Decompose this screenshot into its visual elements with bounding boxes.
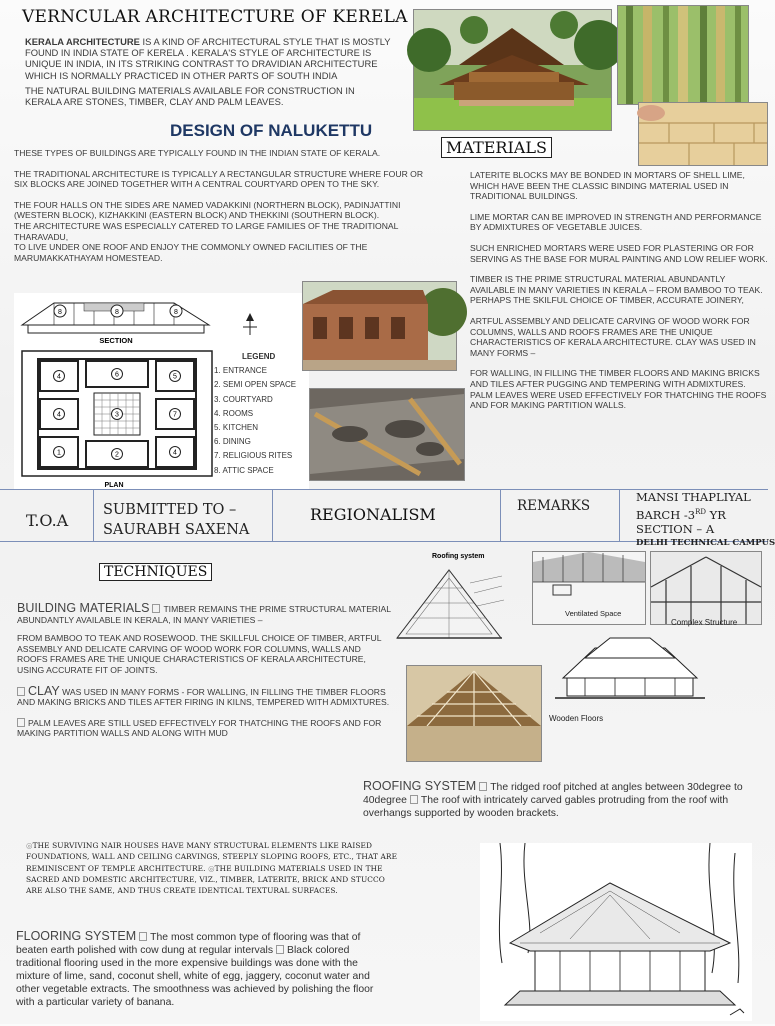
nalukettu-para: THESE TYPES OF BUILDINGS ARE TYPICALLY FOUND IN THE INDIAN STATE OF KERALA.	[14, 148, 381, 158]
materials-para: FOR WALLING, IN FILLING THE TIMBER FLOORS AND MAKING BRICKS AND TILES AFTER PUGGING AND TEMPERING WITH ADMIXTURES. PALM LEAVES WERE USED EFFECTIVELY FOR THATCHING THE ROOFS AND FOR MAKING PARTITION WALLS.	[470, 368, 767, 411]
titleblock-divider	[500, 489, 501, 542]
techniques-heading: TECHNIQUES	[99, 563, 212, 581]
roofing-diagram-title: Roofing system	[432, 553, 485, 560]
north-arrow-icon	[243, 313, 257, 335]
campus-name: DELHI TECHNICAL CAMPUS	[636, 538, 775, 549]
legend-item: 8. ATTIC SPACE	[214, 465, 274, 475]
wooden-floors-label: Wooden Floors	[549, 714, 604, 723]
materials-para: LIME MORTAR CAN BE IMPROVED IN STRENGTH AND PERFORMANCE BY ADMIXTURES OF VEGETABLE JUICES.	[470, 211, 762, 233]
submitted-line: SUBMITTED TO –	[103, 502, 237, 518]
bullet-icon: ◎	[26, 841, 33, 850]
section-number: 8	[58, 309, 62, 316]
roofing-system-heading: ROOFING SYSTEM	[363, 779, 477, 793]
submitted-name: SAURABH SAXENA	[103, 522, 250, 538]
foundation-photo	[309, 388, 465, 481]
clay-text: WAS USED IN MANY FORMS - FOR WALLING, IN FILLING THE TIMBER FLOORS AND MAKING BRICKS AND TILES AFTER FIRING IN KILNS, TEMPERED WITH ADMIXTURES.	[17, 686, 390, 708]
materials-intro: THE NATURAL BUILDING MATERIALS AVAILABLE FOR CONSTRUCTION IN KERALA ARE STONES, TIMBER, CLAY AND PALM LEAVES.	[25, 85, 355, 108]
nalukettu-heading: DESIGN OF NALUKETTU	[170, 121, 373, 140]
room-number: 1	[57, 449, 61, 457]
materials-heading: MATERIALS	[441, 137, 552, 158]
intro-text: IS A KIND OF ARCHITECTURAL STYLE THAT IS MOSTLY FOUND IN INDIA STATE OF KERELA . KERALA'S STYLE OF ARCHITECTURE IS UNIQUE IN INDIA, IN ITS STRIKING CONTRAST TO DRAVIDIAN ARCHITECTURE WHICH IS NORMALLY PRACTICED IN OTHER PARTS OF SOUTH INDIA	[25, 36, 391, 81]
remarks-label: REMARKS	[517, 498, 591, 514]
topic-label: REGIONALISM	[310, 505, 436, 524]
clay-para	[17, 683, 393, 708]
bullet-icon	[139, 932, 147, 941]
materials-para: TIMBER IS THE PRIME STRUCTURAL MATERIAL ABUNDANTLY AVAILABLE IN MANY VARIETIES IN KERALA – FROM BAMBOO TO TEAK. PERHAPS THE SKILFUL CHOICE OF TIMBER, ACCURATE JOINERY,	[470, 274, 763, 306]
nalukettu-para: THE ARCHITECTURE WAS ESPECIALLY CATERED TO LARGE FAMILIES OF THE TRADITIONAL THARAVADU,	[14, 220, 399, 242]
room-number: 5	[173, 373, 177, 381]
legend-item: 6. DINING	[214, 437, 251, 447]
room-number: 6	[115, 371, 119, 379]
roofing-diagram	[392, 548, 529, 648]
ventilated-space-label: Ventilated Space	[565, 609, 622, 618]
section-label: SECTION	[99, 336, 133, 345]
materials-para: LATERITE BLOCKS MAY BE BONDED IN MORTARS OF SHELL LIME, WHICH HAVE BEEN THE CLASSIC BINDING MATERIAL USED IN TRADITIONAL BUILDINGS.	[470, 170, 745, 202]
plan-legend	[214, 350, 296, 478]
bullet-icon	[410, 795, 418, 804]
flooring-system-para	[16, 930, 384, 1009]
materials-para: SUCH ENRICHED MORTARS WERE USED FOR PLASTERING OR FOR SERVING AS THE BASE FOR MURAL PAINTING AND LOW RELIEF WORK.	[470, 242, 768, 264]
complex-structure-label: Complex Structure	[671, 618, 738, 627]
toa-label: T.O.A	[26, 511, 69, 530]
student-section: SECTION – A	[636, 521, 715, 536]
room-number: 7	[173, 411, 177, 419]
titleblock-divider	[93, 489, 94, 542]
roofing-text-2: The roof with intricately carved gables protruding from the roof with overhangs supported by wooden brackets.	[363, 795, 729, 819]
roofing-text-1: The ridged roof pitched at angles between 30degree to 40degree	[363, 782, 743, 806]
building-materials-label: BUILDING MATERIALS	[17, 601, 150, 615]
materials-para: ARTFUL ASSEMBLY AND DELICATE CARVING OF WOOD WORK FOR COLUMNS, WALLS AND ROOFS FRAMES ARE THE UNIQUE CHARACTERISTICS OF KERALA ARCHITECTURE. CLAY WAS USED IN MANY FORMS –	[470, 315, 756, 358]
section-number: 8	[174, 309, 178, 316]
roofing-system-para	[363, 780, 763, 820]
nalukettu-drawing	[14, 293, 309, 490]
room-number: 4	[173, 449, 177, 457]
flooring-text-2: Black colored traditional flooring used in the more expensive buildings was done with the mixture of lime, sand, coconut shell, white of egg, jaggery, coconut water and other vegetable extracts. The smoothness was achieved by polishing the floor with a particular variety of banana.	[16, 945, 374, 1008]
building-materials-text: TIMBER REMAINS THE PRIME STRUCTURAL MATERIAL ABUNDANTLY AVAILABLE IN KERALA, IN MANY VARIETIES –	[17, 604, 391, 625]
bamboo-photo	[617, 5, 749, 105]
palm-para	[17, 718, 393, 739]
laterite-brick-photo	[638, 102, 768, 166]
nair-houses-text: THE SURVIVING NAIR HOUSES HAVE MANY STRUCTURAL ELEMENTS LIKE RAISED FOUNDATIONS, WALL AND CEILING CARVINGS, STEEPLY SLOPING ROOFS, ETC., THAT ARE REMINISCENT OF TEMPLE ARCHITECTURE.	[26, 841, 398, 873]
nalukettu-para: THE FOUR HALLS ON THE SIDES ARE NAMED VADAKKINI (NORTHERN BLOCK), PADINJATTINI (WESTERN BLOCK), KIZHAKKINI (EASTERN BLOCK) AND THEKKINI (SOUTHERN BLOCK).	[14, 199, 401, 221]
nair-houses-text-2: THE BUILDING MATERIALS USED IN THE SACRED AND DOMESTIC ARCHITECTURE, VIZ., TIMBER, LATERITE, BRICK AND STUCCO ARE ALSO THE SAME, AND THUS CREATE IDENTICAL TEXTURAL SURFACES.	[26, 863, 385, 896]
nalukettu-text	[14, 148, 424, 263]
legend-item: 7. RELIGIOUS RITES	[214, 451, 293, 461]
room-number: 4	[57, 411, 61, 419]
student-info	[636, 490, 775, 551]
building-materials-para-2: FROM BAMBOO TO TEAK AND ROSEWOOD. THE SKILLFUL CHOICE OF TIMBER, ARTFUL ASSEMBLY AND DELICATE CARVING OF WOOD WORK FOR COLUMNS, WALLS AND ROOFS FRAMES ARE THE UNIQUE CHARACTERISTICS OF KERALA ARCHITECTURE, USING ACCURATE FIT OF JOINTS.	[17, 633, 382, 675]
nalukettu-para: TO LIVE UNDER ONE ROOF AND ENJOY THE COMMONLY OWNED FACILITIES OF THE MARUMAKKATHAYAM HOMESTEAD.	[14, 242, 368, 263]
complex-structure-sketch	[650, 551, 762, 625]
section-number: 8	[115, 309, 119, 316]
wooden-floor-section	[549, 628, 705, 728]
flooring-text-1: The most common type of flooring was that of beaten earth polished with cow dung at regular intervals	[16, 932, 361, 956]
student-name: MANSI THAPLIYAL	[636, 490, 751, 504]
room-number: 4	[57, 373, 61, 381]
legend-title: LEGEND	[242, 352, 276, 361]
construction-photo	[302, 281, 457, 371]
room-number: 3	[115, 411, 119, 419]
kerala-house-photo	[413, 9, 612, 131]
roof-interior-photo	[406, 665, 542, 762]
palm-text: PALM LEAVES ARE STILL USED EFFECTIVELY FOR THATCHING THE ROOFS AND FOR MAKING PARTITION WALLS AND ALONG WITH MUD	[17, 717, 382, 739]
bullet-icon	[276, 945, 284, 954]
titleblock-divider	[272, 489, 273, 542]
ventilated-space-sketch	[532, 551, 646, 625]
legend-item: 1. ENTRANCE	[214, 366, 267, 376]
bullet-icon	[17, 687, 25, 696]
legend-item: 4. ROOMS	[214, 408, 254, 418]
legend-item: 2. SEMI OPEN SPACE	[214, 380, 297, 390]
student-class: BARCH -3RD YR	[636, 507, 726, 522]
plan-label: PLAN	[104, 482, 124, 489]
intro-paragraph	[25, 36, 405, 81]
nalukettu-para: THE TRADITIONAL ARCHITECTURE IS TYPICALLY A RECTANGULAR STRUCTURE WHERE FOUR OR SIX BLOCKS ARE JOINED TOGETHER WITH A CENTRAL COURTYARD OPEN TO THE SKY.	[14, 168, 424, 190]
room-number: 2	[115, 451, 119, 459]
bullet-icon: ◎	[208, 863, 215, 873]
legend-item: 3. COURTYARD	[214, 394, 273, 404]
flooring-system-heading: FLOORING SYSTEM	[16, 929, 137, 943]
legend-item: 5. KITCHEN	[214, 423, 259, 433]
titleblock-divider	[619, 489, 620, 542]
page-title: VERNCULAR ARCHITECTURE OF KERELA	[22, 7, 408, 27]
intro-bold: KERALA ARCHITECTURE	[25, 36, 140, 47]
techniques-text	[17, 603, 393, 739]
bullet-icon	[152, 604, 160, 613]
nair-houses-para	[26, 840, 401, 896]
thatched-hut-sketch	[480, 843, 752, 1021]
submitted-to	[103, 500, 249, 540]
clay-label: CLAY	[28, 683, 60, 698]
materials-text	[470, 170, 768, 411]
building-materials-para	[17, 603, 393, 625]
bullet-icon	[17, 718, 25, 727]
bullet-icon	[479, 782, 487, 791]
